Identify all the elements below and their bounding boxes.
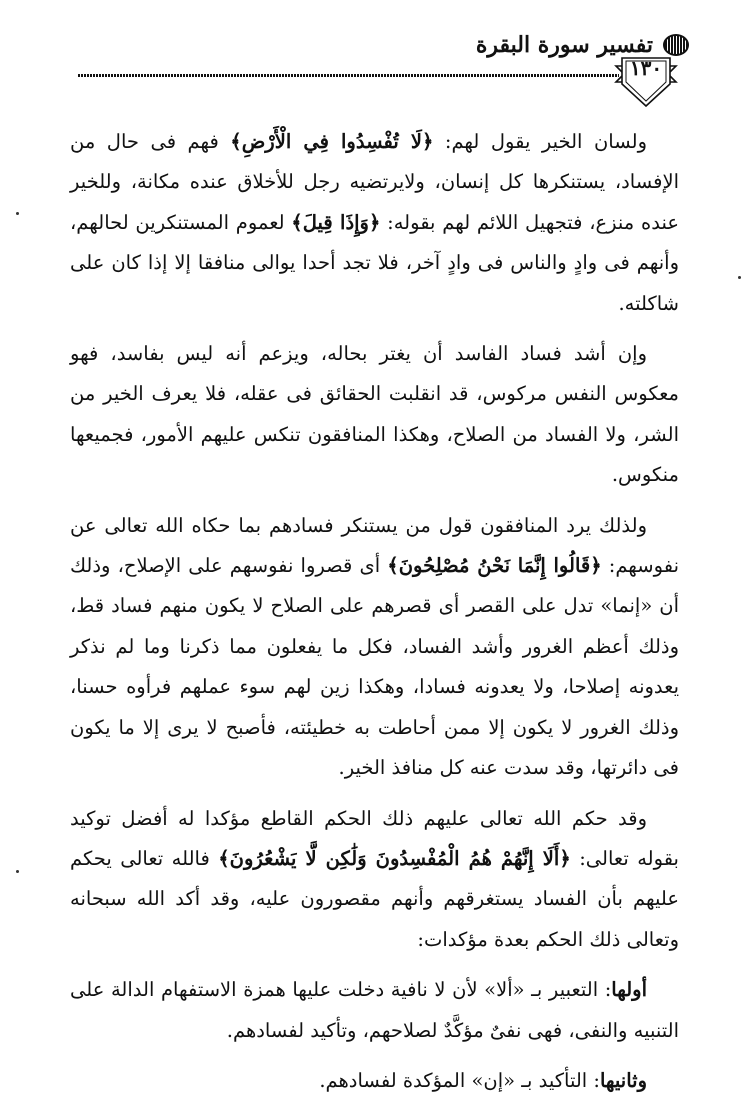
text-run: فهم فى حال من الإفساد، يستنكرها كل إنسان، ولايرتضيه رجل للأخلاق عنده مكانة، وللخير عنده منزع، فتجهيل اللائم لهم بقوله: [70, 130, 679, 234]
scan-mark [16, 212, 19, 215]
paragraph [70, 1061, 679, 1101]
bold-term: وثانيها [599, 1068, 647, 1092]
scan-mark [16, 870, 19, 873]
running-title-text: تفسير سورة البقرة [475, 32, 653, 58]
bold-term: أولها [611, 978, 647, 1002]
paragraph [70, 506, 679, 789]
text-run: لعموم المستنكرين لحالهم، وأنهم فى وادٍ والناس فى وادٍ آخر، فلا تجد أحدا يوالى منافقا إلا إذا كان على شاكلته. [70, 210, 679, 315]
header-rule [78, 74, 619, 77]
text-run: ولذلك يرد المنافقون قول من يستنكر فسادهم بما حكاه الله تعالى عن نفوسهم: [70, 513, 679, 578]
paragraph [70, 799, 679, 961]
text-run: : التعبير بـ «ألا» لأن لا نافية دخلت عليها همزة الاستفهام الدالة على التنبيه والنفى، فهى نفىٌ مؤكَّدٌ لصلاحهم، وتأكيد لفسادهم. [70, 978, 679, 1042]
quran-verse: ﴿قَالُوا إِنَّمَا نَحْنُ مُصْلِحُونَ﴾ [387, 554, 602, 578]
paragraph [70, 334, 679, 496]
quran-verse: ﴿وَإِذَا قِيلَ﴾ [291, 210, 381, 234]
text-run: ولسان الخير يقول لهم: [433, 130, 647, 153]
text-run: وإن أشد فساد الفاسد أن يغتر بحاله، ويزعم أنه ليس بفاسد، فهو معكوس النفس مركوس، قد انقلبت الحقائق فى عقله، فلا يعرف الخير من الشر، ولا الفساد من الصلاح، وهكذا المنافقون تنكس عليهم الأمور، فجميعها منكوس. [70, 342, 679, 487]
page-body [70, 122, 679, 1111]
paragraph [70, 122, 679, 324]
paragraph [70, 970, 679, 1051]
quran-verse: ﴿أَلَا إِنَّهُمْ هُمُ الْمُفْسِدُونَ وَلَٰكِن لَّا يَشْعُرُونَ﴾ [218, 846, 571, 870]
text-run: : التأكيد بـ «إن» المؤكدة لفسادهم. [319, 1068, 600, 1092]
text-run: أى قصروا نفوسهم على الإصلاح، وذلك أن «إنما» تدل على القصر أى قصرهم على الصلاح لا يكون منهم فساد قط، وذلك أعظم الغرور وأشد الفساد، فكل ما يفعلون مما ذكرنا وما لم نذكر يعدونه إصلاحا، ولا يعدونه فسادا، وهكذا زين لهم سوء عملهم فرأوه حسنا، وذلك الغرور لا يكون إلا ممن أحاطت به خطيئته، فأصبح لا يرى إلا ما يكون فى دائرتها، وقد سدت عنه كل منافذ الخير. [70, 554, 679, 780]
page-number: ١٣٠ [629, 56, 663, 80]
scan-mark [738, 276, 741, 279]
page-header [60, 24, 689, 64]
quran-verse: ﴿لَا تُفْسِدُوا فِي الْأَرْضِ﴾ [230, 130, 434, 153]
text-run: فالله تعالى يحكم عليهم بأن الفساد يستغرقهم وأنهم مقصورون عليه، وقد أكد الله سبحانه وتعالى ذلك الحكم بعدة مؤكدات: [70, 846, 679, 951]
text-run: وقد حكم الله تعالى عليهم ذلك الحكم القاطع مؤكدا له أفضل توكيد بقوله تعالى: [70, 806, 679, 870]
